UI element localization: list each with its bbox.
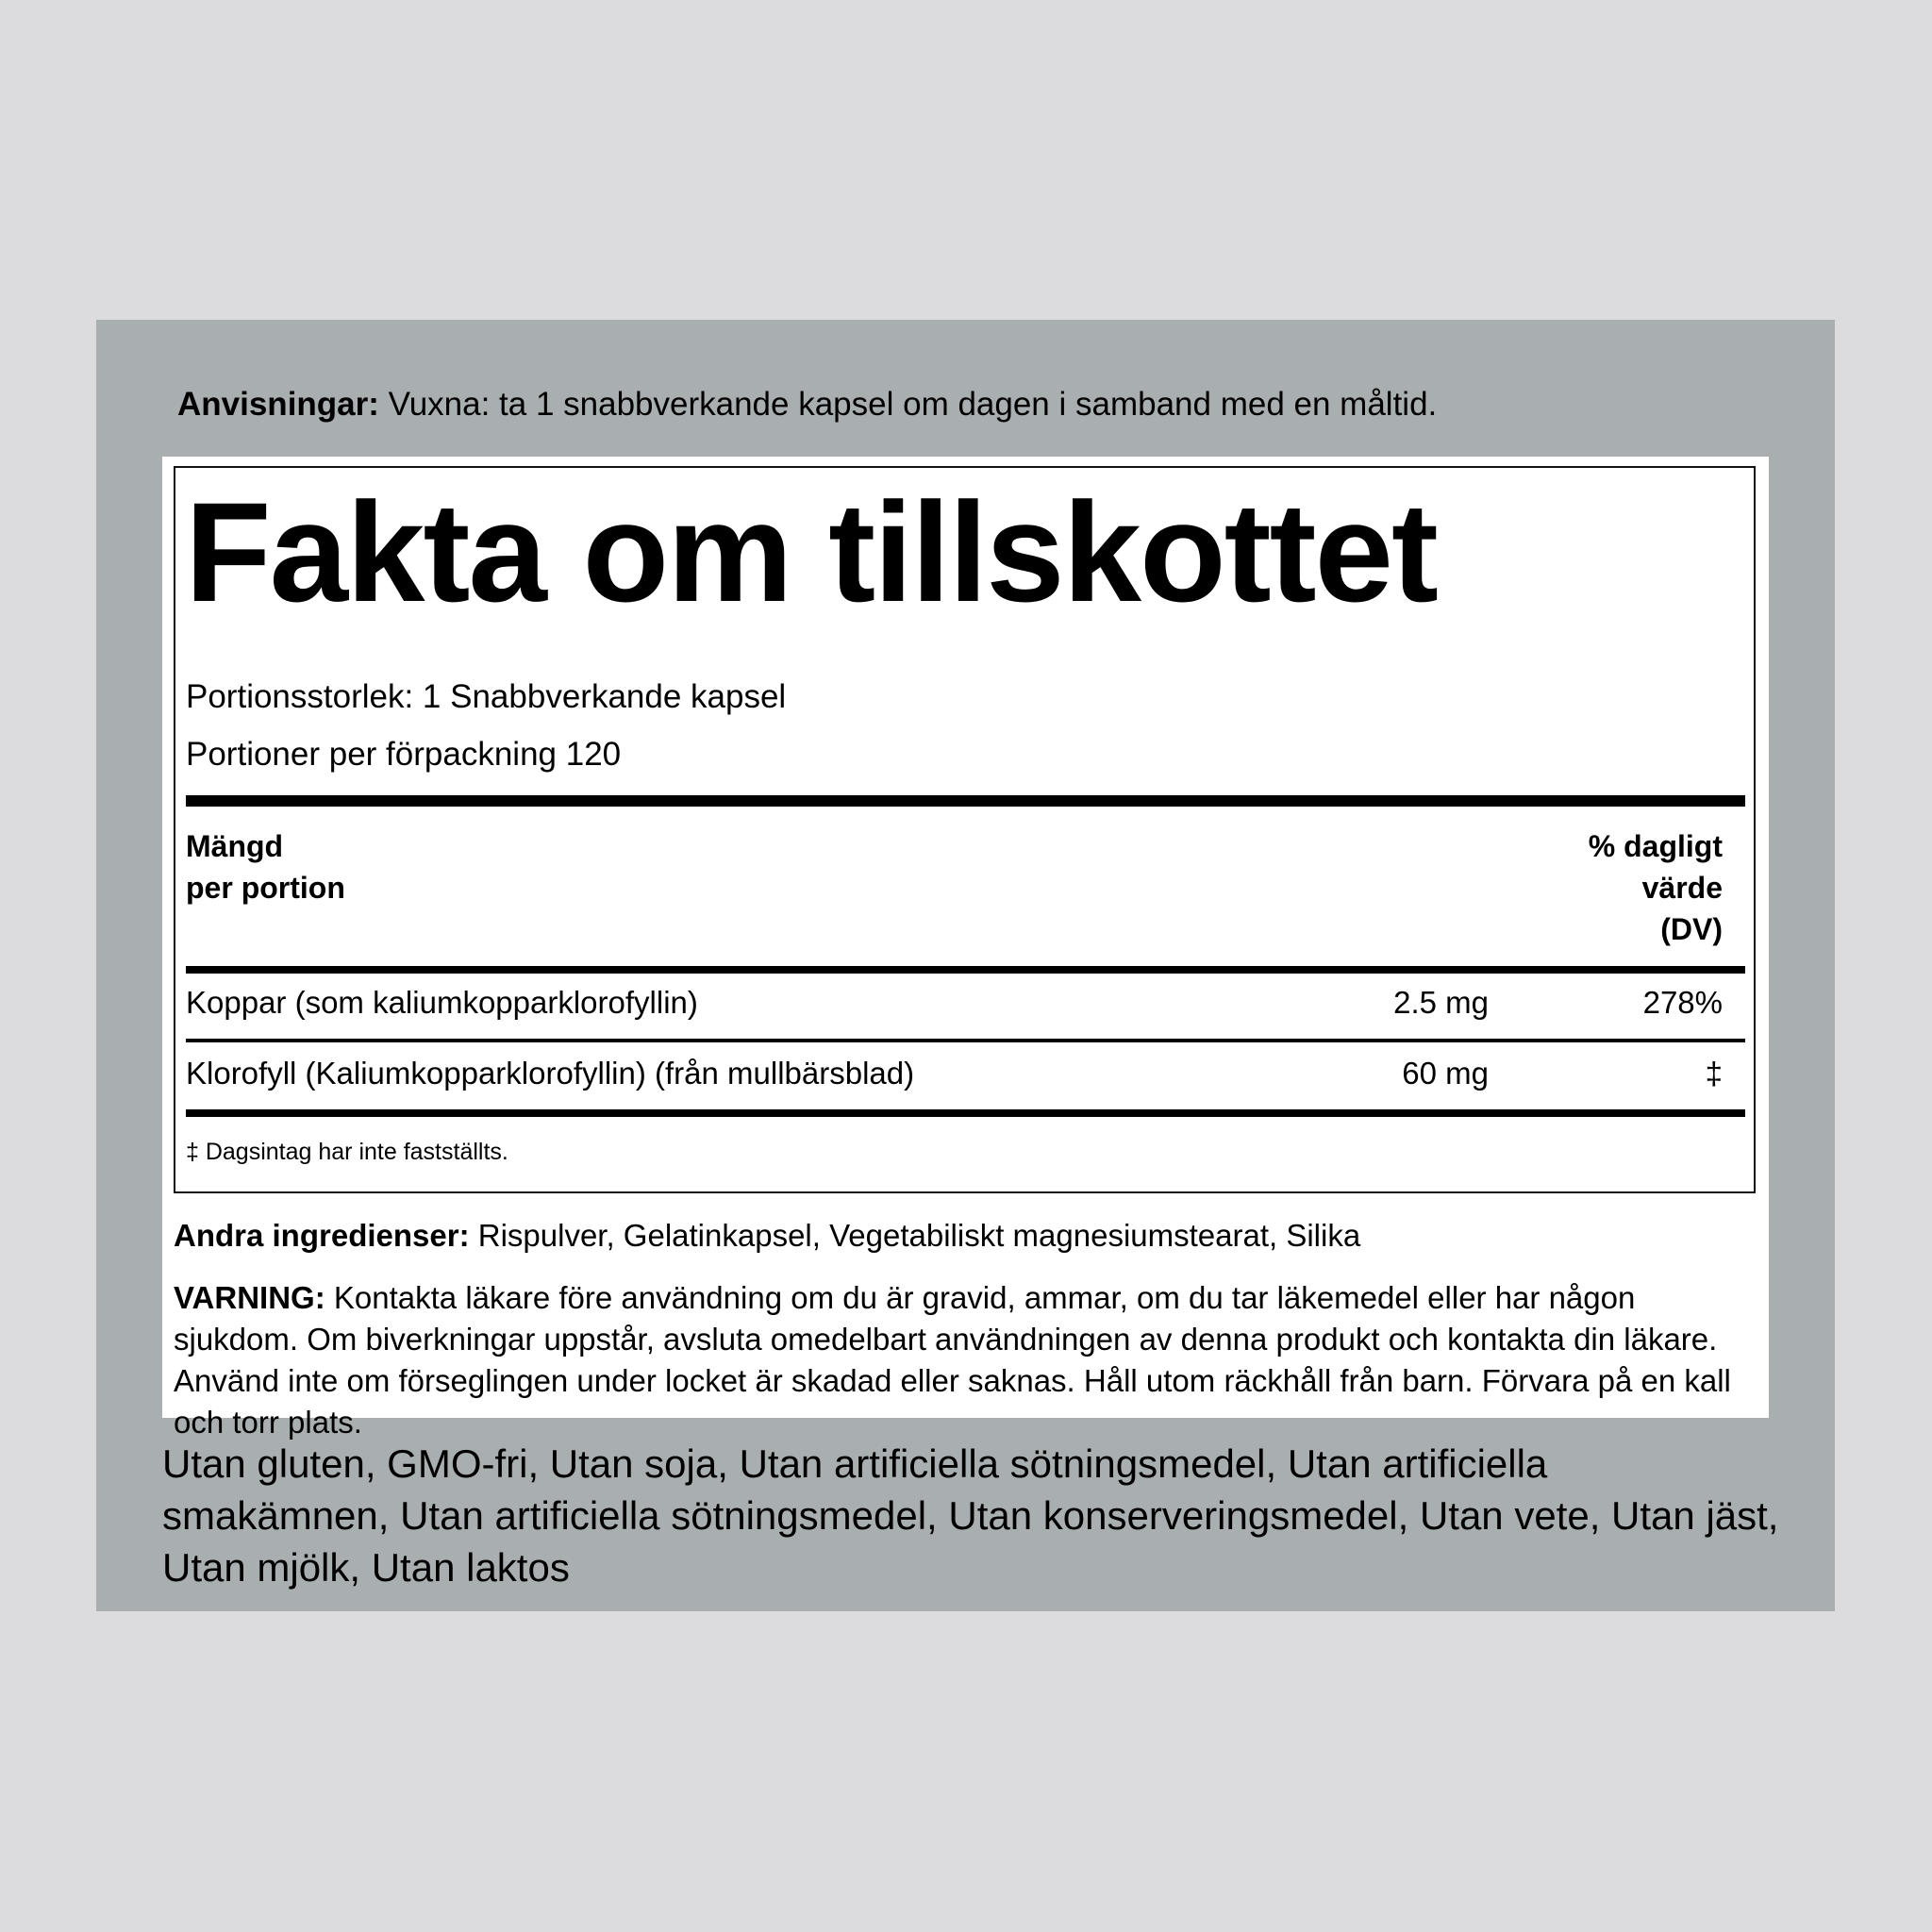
facts-title: Fakta om tillskottet: [185, 473, 1437, 631]
daily-value-header: [1589, 825, 1723, 950]
warning-text: [174, 1277, 1758, 1443]
other-ingredients-label: Andra ingredienser:: [174, 1218, 470, 1253]
header-divider: [186, 966, 1745, 974]
servings-per-container: Portioner per förpackning 120: [186, 736, 622, 773]
amount-header-line1: Mängd: [186, 829, 284, 863]
nutrient-row: [186, 1053, 1723, 1094]
amount-per-serving-header: [186, 825, 345, 908]
daily-value-footnote: ‡ Dagsintag har inte fastställts.: [186, 1139, 508, 1165]
nutrient-daily-value: 278%: [1642, 985, 1723, 1020]
free-from-claims: Utan gluten, GMO-fri, Utan soja, Utan artificiella sötningsmedel, Utan artificiella smakämnen, Utan artificiella sötningsmedel, Utan konserveringsmedel, Utan vete, Utan jäst, Utan mjölk, Utan laktos: [162, 1441, 1779, 1590]
nutrient-daily-value: ‡: [1705, 1056, 1723, 1091]
dv-header-line2: värde: [1641, 871, 1723, 905]
bottom-divider: [186, 1109, 1745, 1117]
dv-header-line1: % dagligt: [1588, 829, 1723, 863]
nutrient-row: [186, 982, 1723, 1024]
nutrient-name: Klorofyll (Kaliumkopparklorofyllin) (från mullbärsblad): [186, 1056, 915, 1091]
nutrient-name: Koppar (som kaliumkopparklorofyllin): [186, 985, 698, 1020]
amount-header-line2: per portion: [186, 871, 345, 905]
nutrient-amount: 2.5 mg: [1393, 985, 1489, 1020]
thick-divider: [186, 795, 1745, 807]
other-ingredients-text: Rispulver, Gelatinkapsel, Vegetabiliskt magnesiumstearat, Silika: [469, 1218, 1361, 1253]
warning-body: Kontakta läkare före användning om du är gravid, ammar, om du tar läkemedel eller har någon sjukdom. Om biverkningar uppstår, avsluta omedelbart användningen av denna produkt och kontakta din läkare. Använd inte om förseglingen under locket är skadad eller saknas. Håll utom räckhåll från barn. Förvara på en kall och torr plats.: [174, 1280, 1731, 1440]
directions-text: [177, 384, 1437, 425]
warning-label: VARNING:: [174, 1280, 325, 1315]
directions-label: Anvisningar:: [177, 386, 379, 423]
directions-body: Vuxna: ta 1 snabbverkande kapsel om dagen i samband med en måltid.: [378, 386, 1438, 423]
row-divider: [186, 1039, 1745, 1042]
serving-size: Portionsstorlek: 1 Snabbverkande kapsel: [186, 678, 787, 715]
other-ingredients: [174, 1215, 1360, 1257]
dv-header-line3: (DV): [1660, 912, 1723, 946]
nutrient-amount: 60 mg: [1402, 1056, 1489, 1091]
